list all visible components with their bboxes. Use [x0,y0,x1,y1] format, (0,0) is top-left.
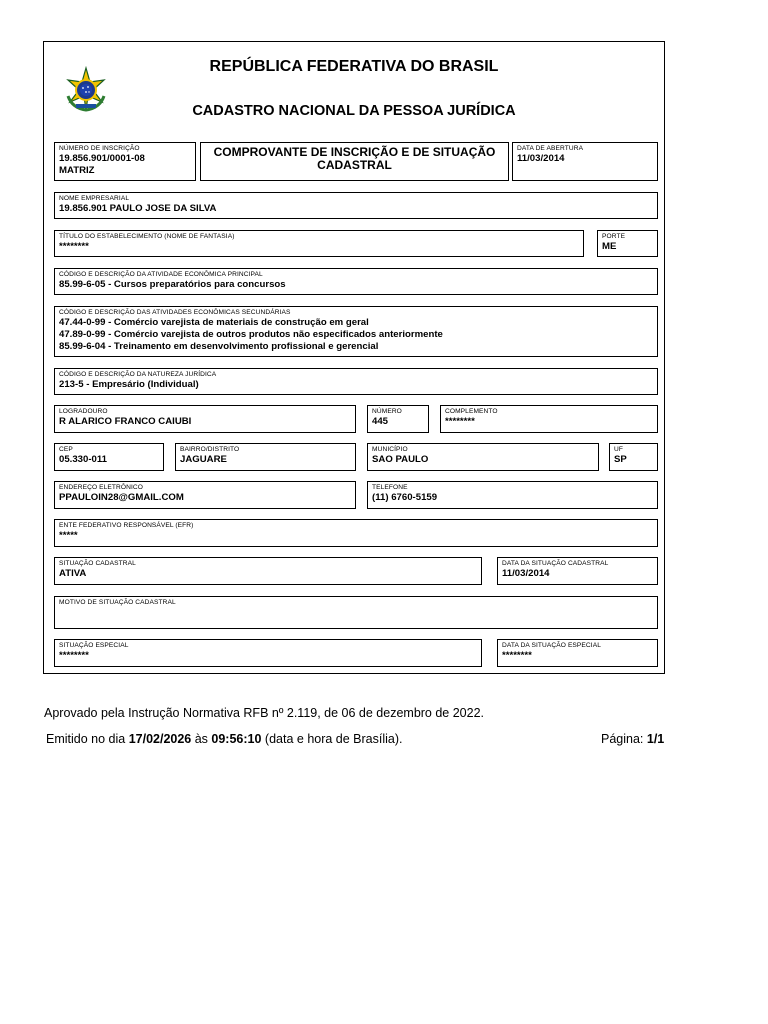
complemento-value: ******** [445,416,475,427]
email-label: ENDEREÇO ELETRÔNICO [59,484,143,491]
data-situacao-especial-label: DATA DA SITUAÇÃO ESPECIAL [502,642,601,649]
cep-value: 05.330-011 [59,454,108,465]
porte-value: ME [602,241,617,252]
emission-note [46,732,403,746]
motivo-label: MOTIVO DE SITUAÇÃO CADASTRAL [59,599,176,606]
nome-box [54,192,658,219]
atividades-secundarias-label: CÓDIGO E DESCRIÇÃO DAS ATIVIDADES ECONÔMICAS SECUNDÁRIAS [59,309,291,316]
telefone-value: (11) 6760-5159 [372,492,438,503]
atividade-secundaria-item: 47.44-0-99 - Comércio varejista de materiais de construção em geral [59,317,369,328]
inscricao-box [54,142,196,181]
page-indicator [601,732,664,746]
complemento-label: COMPLEMENTO [445,408,498,415]
efr-box [54,519,658,547]
motivo-box [54,596,658,629]
logradouro-box [54,405,356,433]
situacao-especial-box [54,639,482,667]
registry-title: CADASTRO NACIONAL DA PESSOA JURÍDICA [192,103,516,119]
natureza-value: 213-5 - Empresário (Individual) [59,379,199,390]
porte-box [597,230,658,257]
situacao-label: SITUAÇÃO CADASTRAL [59,560,136,567]
atividade-principal-label: CÓDIGO E DESCRIÇÃO DA ATIVIDADE ECONÔMICA PRINCIPAL [59,271,263,278]
situacao-value: ATIVA [59,568,87,579]
municipio-box [367,443,599,471]
fantasia-label: TÍTULO DO ESTABELECIMENTO (NOME DE FANTASIA) [59,233,235,240]
cep-box [54,443,164,471]
data-situacao-value: 11/03/2014 [502,568,550,579]
inscricao-label: NÚMERO DE INSCRIÇÃO [59,145,140,152]
logradouro-label: LOGRADOURO [59,408,108,415]
country-title: REPÚBLICA FEDERATIVA DO BRASIL [209,58,499,75]
efr-label: ENTE FEDERATIVO RESPONSÁVEL (EFR) [59,522,194,529]
atividade-secundaria-item: 85.99-6-04 - Treinamento em desenvolvimento profissional e gerencial [59,341,379,352]
page-prefix: Página: [601,732,647,746]
atividade-principal-value: 85.99-6-05 - Cursos preparatórios para concursos [59,279,286,290]
comprovante-box [200,142,509,181]
logradouro-value: R ALARICO FRANCO CAIUBI [59,416,192,427]
approval-note: Aprovado pela Instrução Normativa RFB nº 2.119, de 06 de dezembro de 2022. [44,706,485,720]
atividade-principal-box [54,268,658,295]
email-value: PPAULOIN28@GMAIL.COM [59,492,184,503]
emission-date: 17/02/2026 [128,732,192,746]
data-situacao-label: DATA DA SITUAÇÃO CADASTRAL [502,560,609,567]
uf-value: SP [614,454,627,465]
page-value: 1/1 [646,732,665,746]
inscricao-type: MATRIZ [59,165,95,176]
data-situacao-especial-value: ******** [502,650,532,661]
cep-label: CEP [59,446,73,453]
natureza-box [54,368,658,395]
numero-value: 445 [372,416,389,427]
comprovante-title [201,146,508,172]
abertura-value: 11/03/2014 [517,153,565,164]
efr-value: ***** [59,530,78,541]
bairro-box [175,443,356,471]
nome-label: NOME EMPRESARIAL [59,195,130,202]
natureza-label: CÓDIGO E DESCRIÇÃO DA NATUREZA JURÍDICA [59,371,217,378]
nome-value: 19.856.901 PAULO JOSE DA SILVA [59,203,217,214]
uf-label: UF [614,446,623,453]
data-situacao-box [497,557,658,585]
situacao-especial-value: ******** [59,650,89,661]
fantasia-value: ******** [59,241,89,252]
abertura-box [512,142,658,181]
bairro-label: BAIRRO/DISTRITO [180,446,240,453]
complemento-box [440,405,658,433]
municipio-label: MUNICÍPIO [372,446,408,453]
emission-time: 09:56:10 [211,732,262,746]
numero-box [367,405,429,433]
atividades-secundarias-box [54,306,658,357]
emission-suffix: (data e hora de Brasília). [261,732,403,746]
telefone-label: TELEFONE [372,484,408,491]
municipio-value: SAO PAULO [372,454,429,465]
numero-label: NÚMERO [372,408,402,415]
emission-mid: às [191,732,212,746]
uf-box [609,443,658,471]
emission-prefix: Emitido no dia [46,732,129,746]
fantasia-box [54,230,584,257]
inscricao-value: 19.856.901/0001-08 [59,153,145,164]
email-box [54,481,356,509]
bairro-value: JAGUARE [180,454,227,465]
situacao-especial-label: SITUAÇÃO ESPECIAL [59,642,129,649]
telefone-box [367,481,658,509]
comprovante-line2: CADASTRAL [317,158,392,172]
atividade-secundaria-item: 47.89-0-99 - Comércio varejista de outros produtos não especificados anteriormente [59,329,443,340]
data-situacao-especial-box [497,639,658,667]
comprovante-line1: COMPROVANTE DE INSCRIÇÃO E DE SITUAÇÃO [213,145,496,159]
abertura-label: DATA DE ABERTURA [517,145,584,152]
porte-label: PORTE [602,233,626,240]
situacao-box [54,557,482,585]
